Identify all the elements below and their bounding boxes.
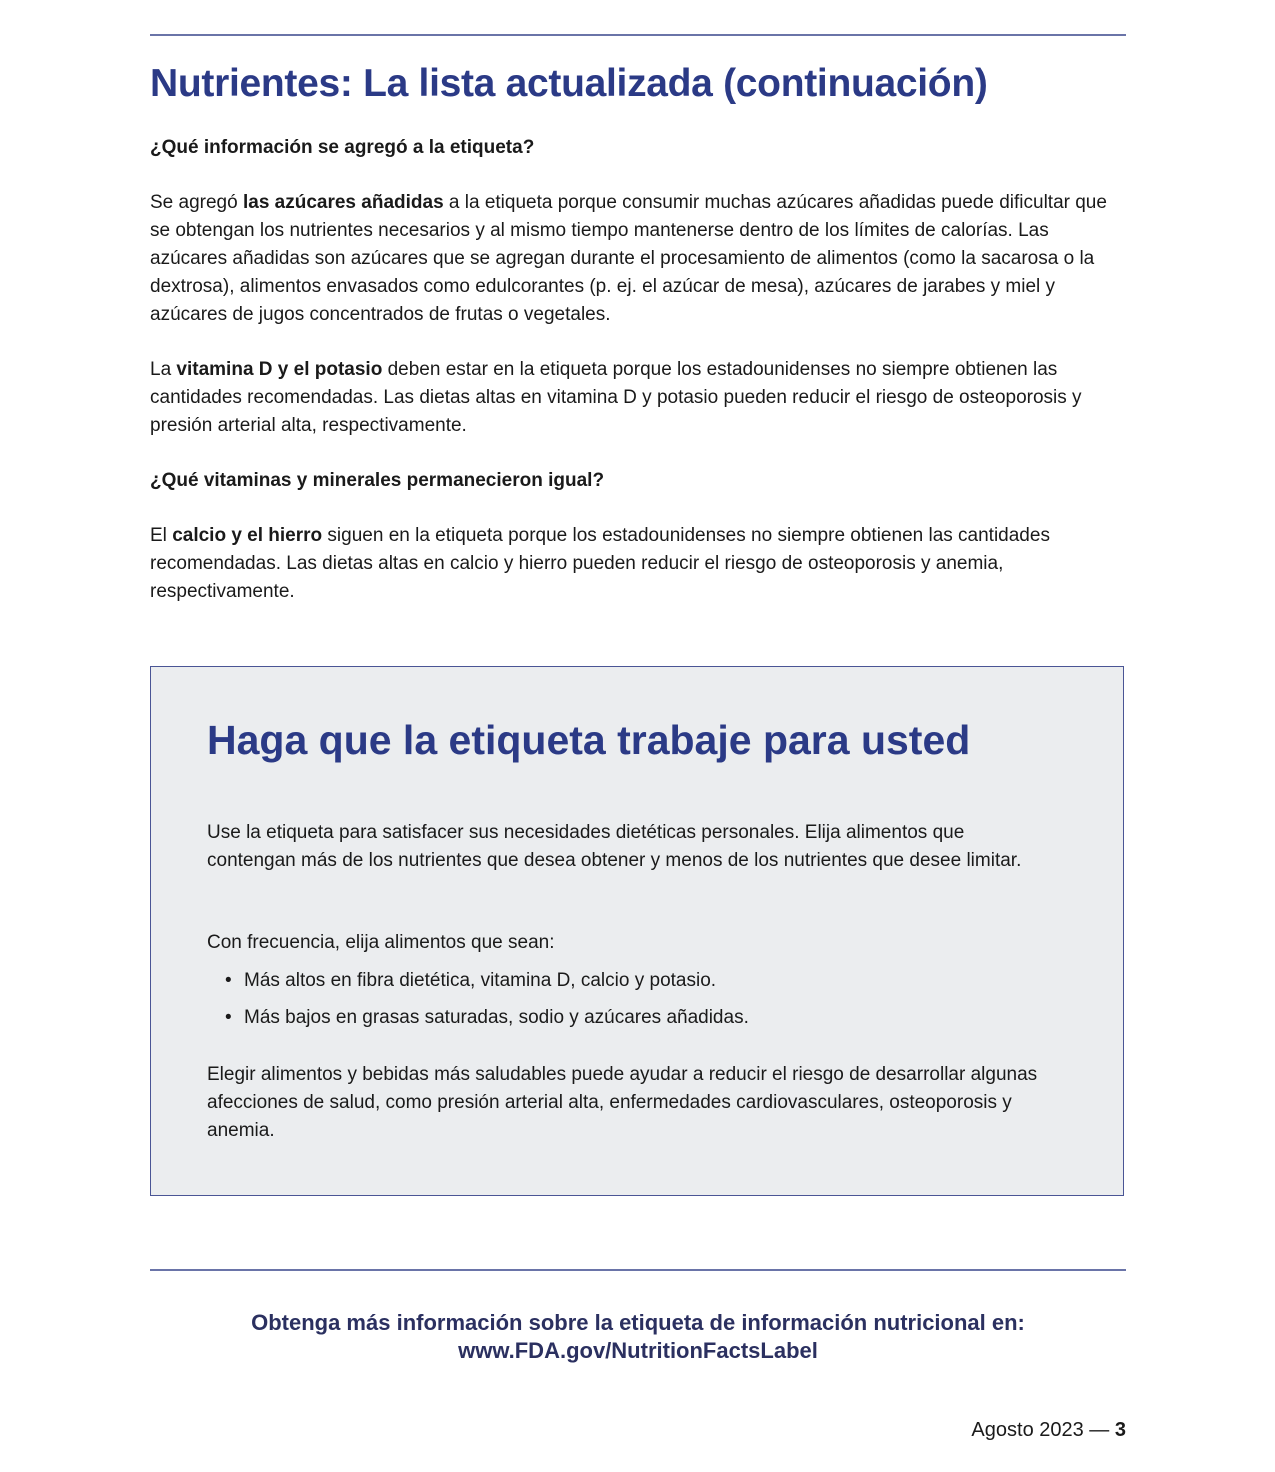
top-divider (150, 34, 1126, 36)
page-title: Nutrientes: La lista actualizada (continuación) (150, 62, 988, 105)
paragraph-text (150, 189, 1126, 329)
callout-closing (207, 1061, 1057, 1145)
list-item-text: Más altos en fibra dietética, vitamina D, calcio y potasio. (244, 970, 717, 991)
footer-link[interactable]: www.FDA.gov/NutritionFactsLabel (458, 1338, 818, 1363)
callout-title: Haga que la etiqueta trabaje para usted (207, 717, 971, 763)
bullet-list (207, 967, 1057, 1032)
text-run: Se agregó (150, 192, 243, 213)
section-unchanged (150, 467, 1126, 495)
paragraph-text (150, 356, 1126, 440)
paragraph-vitamin-d-potassium (150, 356, 1126, 440)
paragraph-text: Elegir alimentos y bebidas más saludables puede ayudar a reducir el riesgo de desarrollar algunas afecciones de salud, como presión arterial alta, enfermedades cardiovasculares, osteoporosis y anemia. (207, 1064, 1038, 1141)
list-item-text: Más bajos en grasas saturadas, sodio y azúcares añadidas. (244, 1007, 749, 1028)
footer-date: Agosto 2023 (971, 1419, 1084, 1441)
callout-list-section (207, 929, 1057, 1041)
list-item (207, 967, 1057, 995)
page-footer (971, 1419, 1126, 1442)
bullet-icon: • (225, 1007, 232, 1028)
bold-term: las azúcares añadidas (242, 192, 444, 213)
footer-separator: — (1083, 1419, 1115, 1441)
paragraph-calcium-iron (150, 522, 1126, 606)
section-heading: ¿Qué información se agregó a la etiqueta? (150, 137, 535, 158)
footer-cta-text: Obtenga más información sobre la etiqueta de información nutricional en: (251, 1310, 1025, 1335)
text-run: siguen en la etiqueta porque los estadounidenses no siempre obtienen las cantidades recomendadas. Las dietas altas en calcio y hierro pueden reducir el riesgo de osteoporosis y anemia, respectivamente. (150, 525, 1050, 602)
text-run: deben estar en la etiqueta porque los estadounidenses no siempre obtienen las cantidades recomendadas. Las dietas altas en vitamina D y potasio pueden reducir el riesgo de osteoporosis y presión arterial alta, respectivamente. (150, 359, 1082, 436)
text-run: El (150, 525, 173, 546)
callout-intro (207, 819, 1057, 875)
bottom-divider (150, 1269, 1126, 1271)
paragraph-text (150, 522, 1126, 606)
list-item (207, 1004, 1057, 1032)
section-heading: ¿Qué vitaminas y minerales permanecieron igual? (150, 470, 605, 491)
section-added-info (150, 134, 1126, 162)
paragraph-text: Use la etiqueta para satisfacer sus necesidades dietéticas personales. Elija alimentos que contengan más de los nutrientes que desea obtener y menos de los nutrientes que desee limitar. (207, 822, 1022, 871)
list-lead: Con frecuencia, elija alimentos que sean: (207, 932, 555, 953)
text-run: La (150, 359, 177, 380)
callout-box (150, 666, 1124, 1196)
bold-term: calcio y el hierro (172, 525, 323, 546)
text-run: a la etiqueta porque consumir muchas azúcares añadidas puede dificultar que se obtengan los nutrientes necesarios y al mismo tiempo mantenerse dentro de los límites de calorías. Las azúcares añadidas son azúcares que se agregan durante el procesamiento de alimentos (como la sacarosa o la dextrosa), alimentos envasados como edulcorantes (p. ej. el azúcar de mesa), azúcares de jarabes y miel y azúcares de jugos concentrados de frutas o vegetales. (150, 192, 1107, 325)
bold-term: vitamina D y el potasio (176, 359, 383, 380)
bullet-icon: • (225, 970, 232, 991)
footer-cta (150, 1309, 1126, 1365)
page-number: 3 (1114, 1419, 1126, 1441)
paragraph-added-sugars (150, 189, 1126, 329)
